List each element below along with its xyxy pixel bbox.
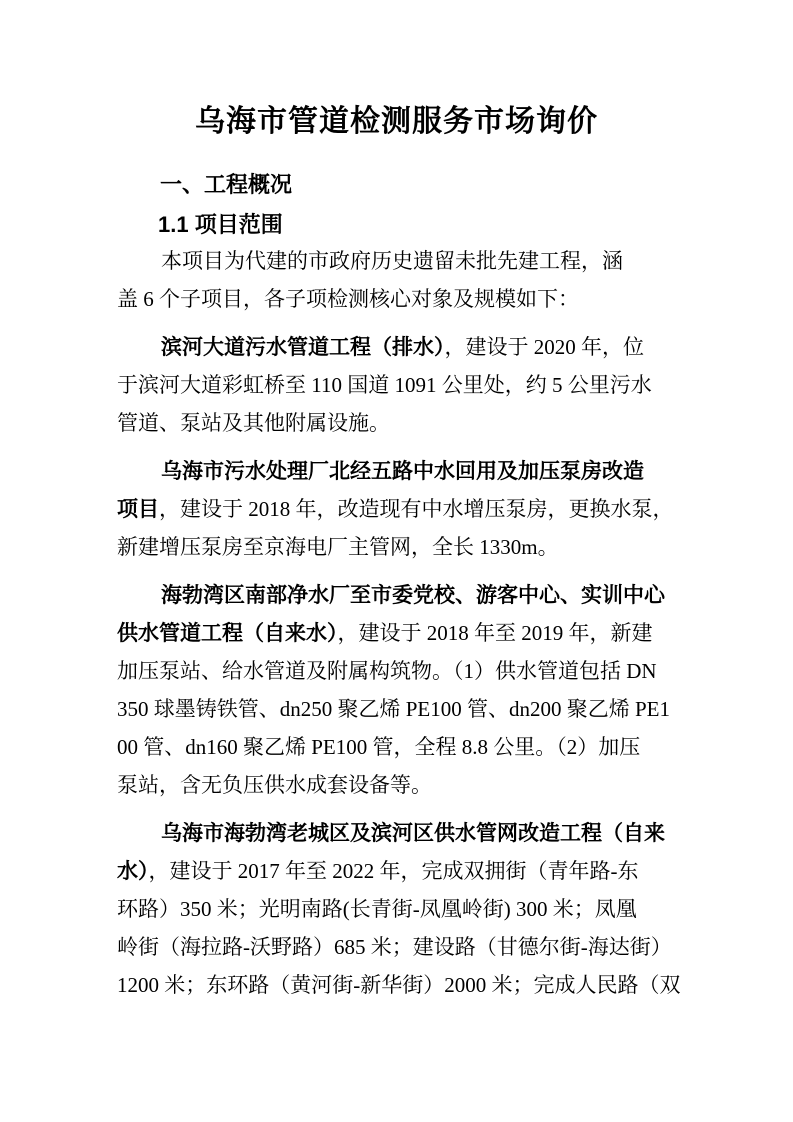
text-line bbox=[117, 766, 700, 804]
project-name-bold: 项目 bbox=[117, 497, 159, 521]
body-text: ，建设于 2020 年，位 bbox=[444, 335, 644, 359]
body-text: ，建设于 2017 年至 2022 年，完成双拥街（青年路-东 bbox=[148, 859, 639, 883]
text-line bbox=[117, 928, 700, 966]
body-text: 00 管、dn160 聚乙烯 PE100 管，全程 8.8 公里。（2）加压 bbox=[117, 735, 641, 759]
project-name-bold: 供水管道工程（自来水） bbox=[117, 621, 338, 645]
paragraph bbox=[117, 452, 700, 566]
document-title: 乌海市管道检测服务市场询价 bbox=[195, 105, 598, 138]
project-name-bold: 水） bbox=[117, 859, 149, 883]
project-name-bold: 海勃湾区南部净水厂至市委党校、游客中心、实训中心 bbox=[161, 583, 665, 607]
text-line bbox=[117, 404, 700, 442]
paragraph bbox=[117, 328, 700, 442]
body-text: ，建设于 2018 年，改造现有中水增压泵房，更换水泵， bbox=[159, 497, 674, 521]
body-text: 泵站，含无负压供水成套设备等。 bbox=[117, 773, 432, 797]
body-text: 管道、泵站及其他附属设施。 bbox=[117, 411, 390, 435]
text-line bbox=[117, 852, 700, 890]
project-name-bold: 乌海市海勃湾老城区及滨河区供水管网改造工程（自来 bbox=[161, 821, 665, 845]
text-line bbox=[117, 966, 700, 1004]
body-text: 于滨河大道彩虹桥至 110 国道 1091 公里处，约 5 公里污水 bbox=[117, 373, 652, 397]
project-name-bold: 滨河大道污水管道工程（排水） bbox=[161, 335, 445, 359]
body-text: 岭街（海拉路-沃野路）685 米；建设路（甘德尔街-海达街） bbox=[117, 935, 672, 959]
body-text: 350 球墨铸铁管、dn250 聚乙烯 PE100 管、dn200 聚乙烯 PE1 bbox=[117, 697, 671, 721]
project-name-bold: 乌海市污水处理厂北经五路中水回用及加压泵房改造 bbox=[161, 459, 644, 483]
text-line bbox=[117, 242, 700, 280]
paragraph bbox=[117, 814, 700, 1004]
body-text: ，建设于 2018 年至 2019 年，新建 bbox=[337, 621, 653, 645]
text-line bbox=[117, 452, 700, 490]
document-body bbox=[117, 242, 700, 1004]
text-line bbox=[117, 280, 700, 318]
body-text: 1200 米；东环路（黄河街-新华街）2000 米；完成人民路（双 bbox=[117, 973, 681, 997]
body-text: 本项目为代建的市政府历史遗留未批先建工程，涵 bbox=[161, 249, 623, 273]
paragraph bbox=[117, 576, 700, 804]
body-text: 新建增压泵房至京海电厂主管网，全长 1330m。 bbox=[117, 535, 559, 559]
body-text: 加压泵站、给水管道及附属构筑物。（1）供水管道包括 DN bbox=[117, 659, 657, 683]
text-line bbox=[117, 890, 700, 928]
text-line bbox=[117, 614, 700, 652]
body-text: 环路）350 米；光明南路(长青街-凤凰岭街) 300 米；凤凰 bbox=[117, 897, 637, 921]
text-line bbox=[117, 576, 700, 614]
text-line bbox=[117, 528, 700, 566]
text-line bbox=[117, 490, 700, 528]
text-line bbox=[117, 652, 700, 690]
text-line bbox=[117, 366, 700, 404]
paragraph bbox=[117, 242, 700, 318]
section-heading: 一、工程概况 bbox=[160, 172, 293, 197]
body-text: 盖 6 个子项目，各子项检测核心对象及规模如下： bbox=[117, 287, 579, 311]
text-line bbox=[117, 690, 700, 728]
subsection-heading: 1.1 项目范围 bbox=[158, 212, 283, 237]
text-line bbox=[117, 328, 700, 366]
text-line bbox=[117, 814, 700, 852]
text-line bbox=[117, 728, 700, 766]
